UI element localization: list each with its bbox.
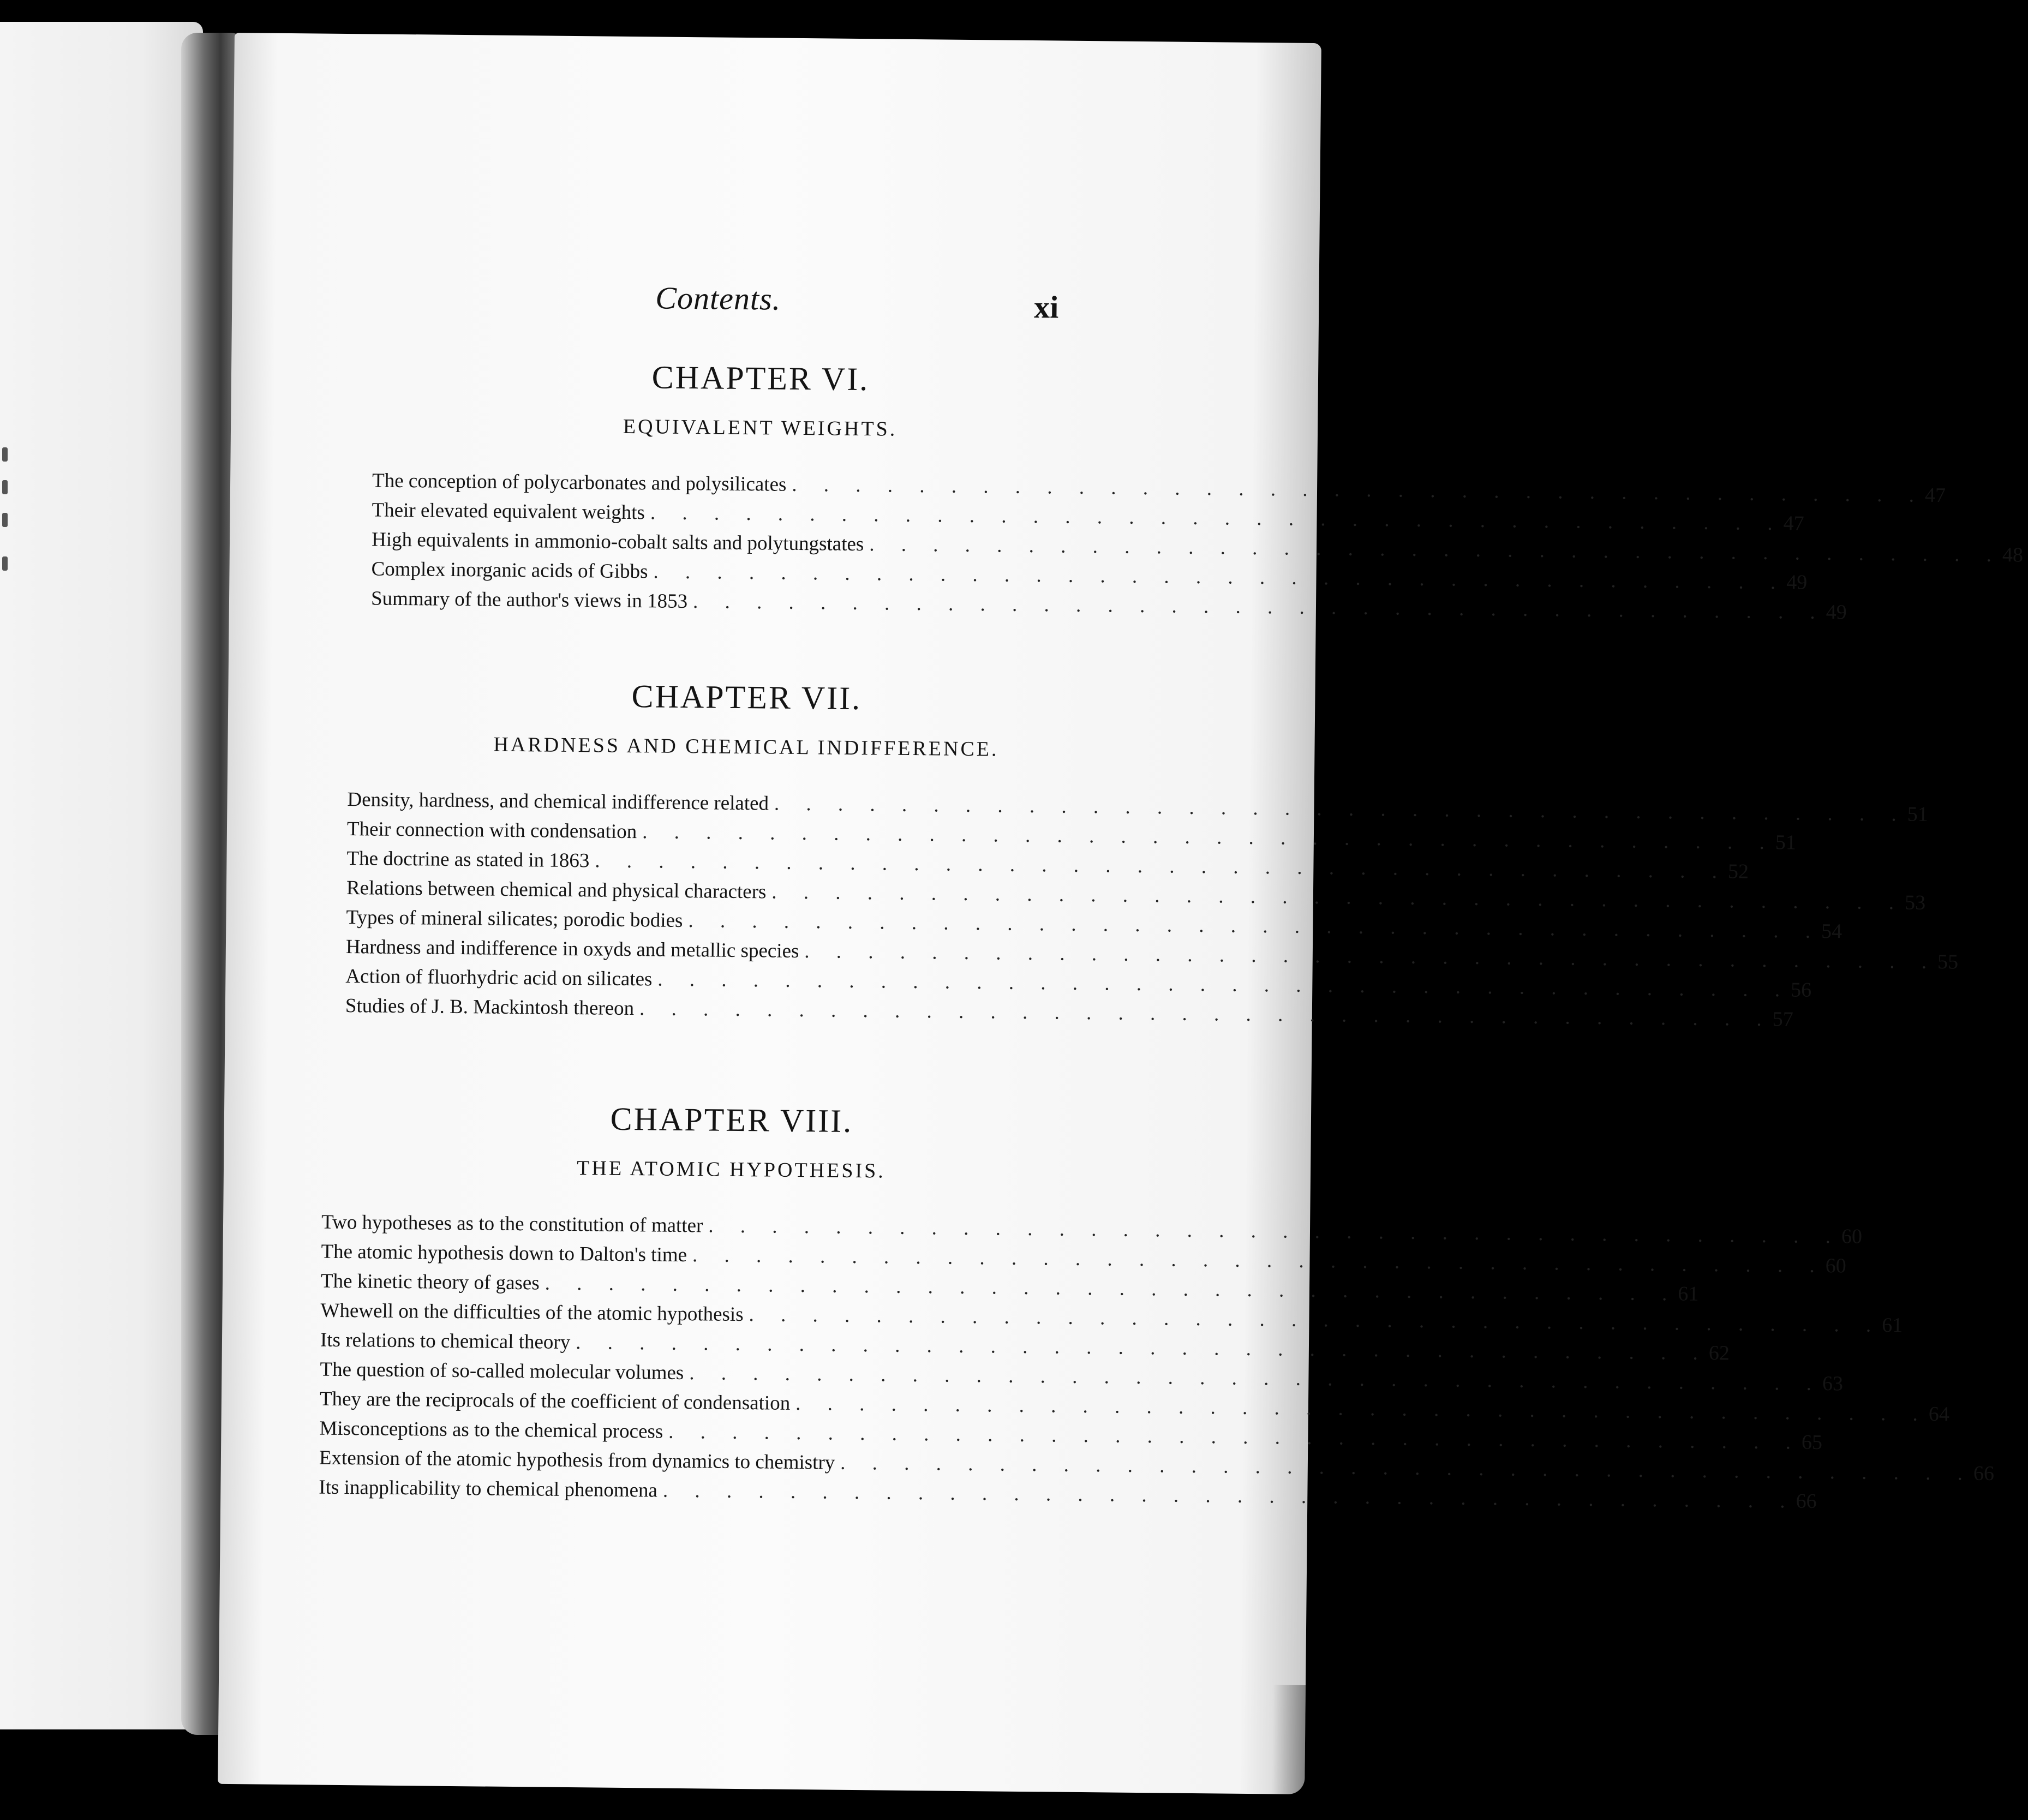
dot-leader: . . . . . . . . . . . . . . . . . . . . . . . . . . . . . . . . . . . . (662, 1479, 1796, 1513)
dot-leader: . . . . . . . . . . . . . . . . . . . . . . . . . . . . . . . . . . . . (688, 909, 1822, 943)
chapter-section (334, 675, 1959, 1031)
dot-leader: . . . . . . . . . . . . . . . . . . . . . . . . . . . . . . . . . . . . (804, 940, 1938, 974)
contents-page (218, 33, 2024, 1794)
entry-page-number: 61 (1678, 1282, 1699, 1306)
entry-title: Hardness and indifference in oxyds and metallic species (345, 936, 799, 963)
entry-title: Studies of J. B. Mackintosh thereon (345, 995, 635, 1020)
chapter-section (319, 1098, 1995, 1513)
entry-page-number: 54 (1821, 919, 1842, 943)
dot-leader: . . . . . . . . . . . . . . . . . . . . . . . . . . . . . . . . . . . . (774, 792, 1907, 826)
entry-page-number: 55 (1937, 950, 1959, 974)
contents-entry-list (319, 1207, 1995, 1513)
entry-title: Their elevated equivalent weights (372, 499, 645, 524)
entry-title: The atomic hypothesis down to Dalton's time (321, 1240, 687, 1267)
running-title: Contents. (655, 280, 781, 317)
dot-leader: . . . . . . . . . . . . . . . . . . . . . . . . . . . . . . . . . . . . (689, 1362, 1823, 1396)
dot-leader: . . . . . . . . . . . . . . . . . . . . . . . . . . . . . . . . . . . . (653, 560, 1787, 594)
entry-page-number: 51 (1907, 803, 1928, 826)
dot-leader: . . . . . . . . . . . . . . . . . . . . . . . . . . . . . . . . . . . . (749, 1303, 1882, 1337)
entry-page-number: 53 (1904, 891, 1926, 914)
chapter-title: CHAPTER VI. (651, 359, 870, 398)
entry-title: The kinetic theory of gases (320, 1270, 540, 1295)
entry-page-number: 49 (1826, 601, 1847, 624)
entry-page-number: 49 (1786, 571, 1808, 594)
entry-page-number: 66 (1973, 1462, 1995, 1486)
dot-leader: . . . . . . . . . . . . . . . . . . . . . . . . . . . . . . . . . . . . (639, 997, 1773, 1031)
contents-entry-list (334, 785, 1959, 1031)
entry-page-number: 62 (1708, 1342, 1730, 1365)
dot-leader: . . . . . . . . . . . . . . . . . . . . . . . . . . . . . . . . . . . . (692, 1244, 1826, 1278)
dot-leader: . . . . . . . . . . . . . . . . . . . . . . . . . . . . . . . . . . . . (657, 968, 1791, 1002)
entry-page-number: 47 (1924, 483, 1946, 507)
left-page (0, 22, 203, 1729)
entry-page-number: 47 (1783, 512, 1804, 535)
entry-page-number: 57 (1772, 1008, 1793, 1031)
entry-page-number: 51 (1775, 831, 1797, 854)
entry-title: Complex inorganic acids of Gibbs (371, 558, 648, 583)
dot-leader: . . . . . . . . . . . . . . . . . . . . . . . . . . . . . . . . . . . . (642, 821, 1776, 854)
chapter-subtitle: THE ATOMIC HYPOTHESIS. (577, 1157, 886, 1183)
page-edge-shadow (1272, 1685, 1306, 1794)
entry-page-number: 66 (1796, 1489, 1817, 1513)
entry-title: The conception of polycarbonates and polysilicates (372, 469, 787, 496)
entry-title: The question of so-called molecular volumes (320, 1358, 684, 1385)
dot-leader: . . . . . . . . . . . . . . . . . . . . . . . . . . . . . . . . . . . . (708, 1214, 1842, 1248)
entry-title: Relations between chemical and physical characters (346, 877, 767, 903)
entry-title: Two hypotheses as to the constitution of matter (321, 1211, 703, 1237)
contents-entry-list (349, 465, 2024, 624)
entry-title: The doctrine as stated in 1863 (346, 847, 590, 872)
running-head (232, 276, 1319, 325)
dot-leader: . . . . . . . . . . . . . . . . . . . . . . . . . . . . . . . . . . . . (795, 1392, 1929, 1426)
dot-leader: . . . . . . . . . . . . . . . . . . . . . . . . . . . . . . . . . . . . (869, 533, 2003, 567)
dot-leader: . . . . . . . . . . . . . . . . . . . . . . . . . . . . . . . . . . . . (545, 1272, 1678, 1306)
dot-leader: . . . . . . . . . . . . . . . . . . . . . . . . . . . . . . . . . . . . (840, 1451, 1974, 1485)
entry-title: Misconceptions as to the chemical process (319, 1417, 663, 1443)
dot-leader: . . . . . . . . . . . . . . . . . . . . . . . . . . . . . . . . . . . . (792, 473, 1925, 507)
page-number: xi (1033, 289, 1059, 325)
entry-title: Types of mineral silicates; porodic bodies (346, 906, 683, 932)
chapter-subtitle: EQUIVALENT WEIGHTS. (623, 415, 898, 441)
entry-title: Density, hardness, and chemical indifference related (347, 788, 769, 815)
entry-title: Summary of the author's views in 1853 (370, 587, 688, 613)
entry-page-number: 60 (1825, 1254, 1846, 1278)
dot-leader: . . . . . . . . . . . . . . . . . . . . . . . . . . . . . . . . . . . . (595, 849, 1728, 883)
entry-page-number: 52 (1727, 860, 1749, 883)
entry-page-number: 56 (1790, 978, 1812, 1002)
dot-leader: . . . . . . . . . . . . . . . . . . . . . . . . . . . . . . . . . . . . (650, 501, 1784, 535)
dot-leader: . . . . . . . . . . . . . . . . . . . . . . . . . . . . . . . . . . . . (771, 881, 1905, 914)
entry-title: They are the reciprocals of the coefficient of condensation (319, 1387, 791, 1415)
chapter-title: CHAPTER VII. (631, 678, 862, 717)
dot-leader: . . . . . . . . . . . . . . . . . . . . . . . . . . . . . . . . . . . . (668, 1420, 1802, 1454)
entry-title: Its inapplicability to chemical phenomena (319, 1476, 658, 1502)
entry-title: Extension of the atomic hypothesis from dynamics to chemistry (319, 1446, 835, 1474)
entry-page-number: 60 (1841, 1225, 1863, 1248)
chapter-subtitle: HARDNESS AND CHEMICAL INDIFFERENCE. (493, 733, 999, 761)
entry-page-number: 61 (1882, 1314, 1903, 1337)
entry-page-number: 64 (1928, 1402, 1950, 1426)
entry-page-number: 63 (1822, 1372, 1844, 1396)
entry-title: Their connection with condensation (346, 818, 637, 843)
entry-page-number: 65 (1801, 1430, 1823, 1454)
entry-title: Whewell on the difficulties of the atomic hypothesis (320, 1299, 744, 1326)
chapter-section (349, 356, 2024, 624)
entry-title: Its relations to chemical theory (320, 1328, 571, 1354)
entry-page-number: 48 (2002, 543, 2024, 567)
entry-title: High equivalents in ammonio-cobalt salts and polytungstates (371, 528, 864, 556)
chapter-title: CHAPTER VIII. (610, 1100, 853, 1139)
entry-title: Action of fluorhydric acid on silicates (345, 965, 653, 991)
dot-leader: . . . . . . . . . . . . . . . . . . . . . . . . . . . . . . . . . . . . (692, 590, 1826, 624)
dot-leader: . . . . . . . . . . . . . . . . . . . . . . . . . . . . . . . . . . . . (576, 1331, 1709, 1365)
